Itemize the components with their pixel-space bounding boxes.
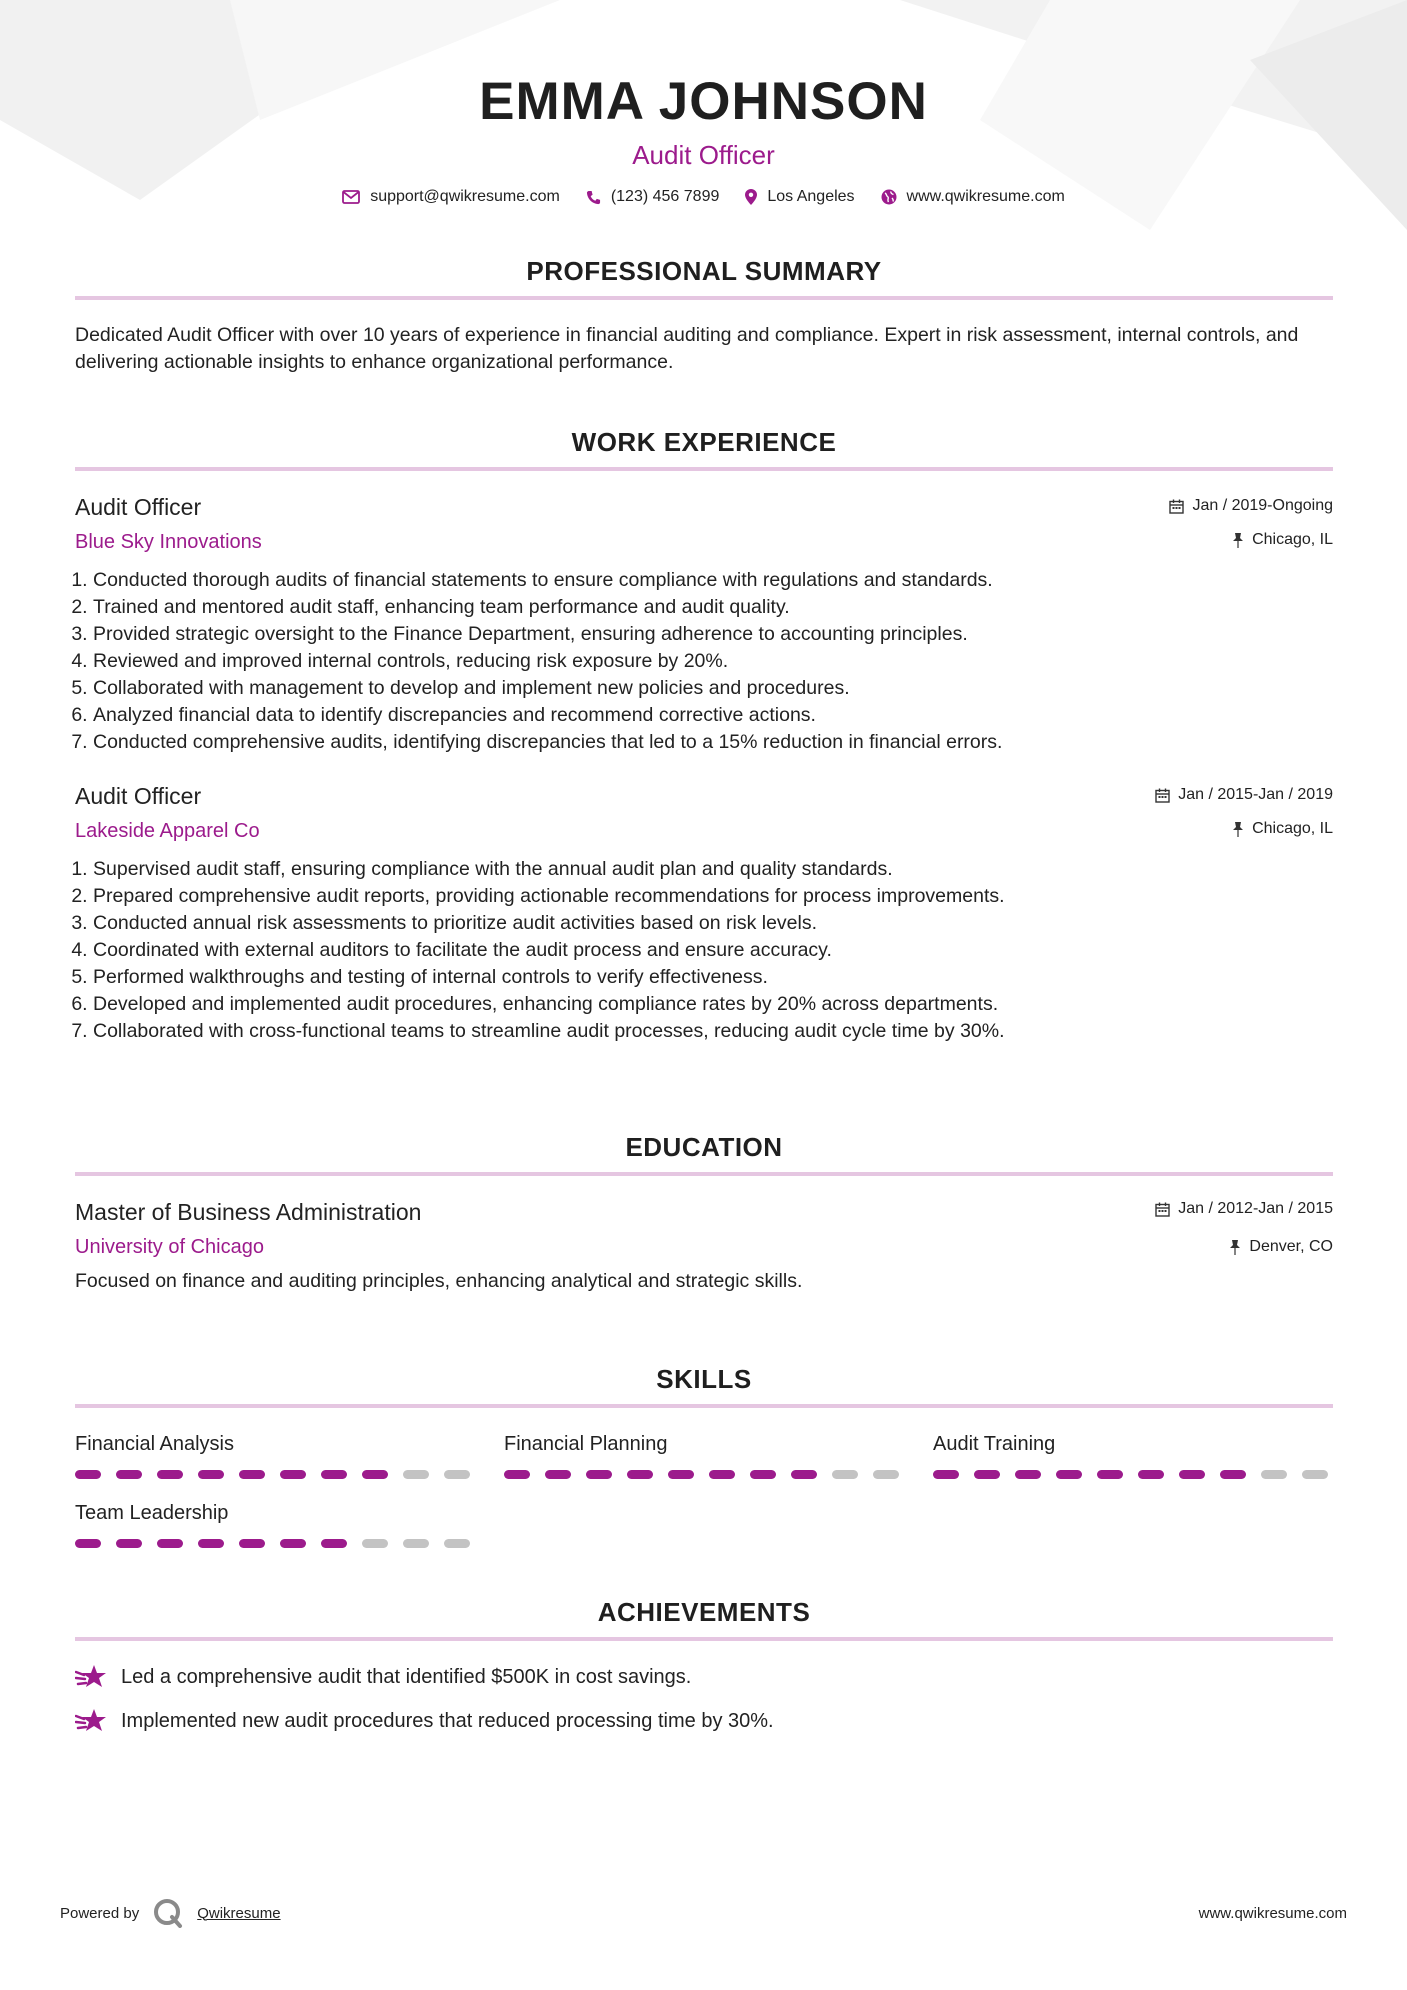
envelope-icon [342, 190, 360, 204]
list-item: 6. Analyzed financial data to identify discrepancies and recommend corrective actions. [93, 702, 1333, 729]
job-dates-text: Jan / 2015-Jan / 2019 [1178, 786, 1333, 803]
list-item: 5. Performed walkthroughs and testing of internal controls to verify effectiveness. [93, 964, 1333, 991]
skill-dot-filled [1138, 1470, 1164, 1479]
list-item: 3. Conducted annual risk assessments to prioritize audit activities based on risk levels. [93, 910, 1333, 937]
degree-title: Master of Business Administration [75, 1199, 422, 1225]
skill-dot-filled [1056, 1470, 1082, 1479]
qwikresume-link[interactable]: Qwikresume [197, 1904, 281, 1922]
skill-dot-filled [586, 1470, 612, 1479]
skill-dot-filled [933, 1470, 959, 1479]
section-divider [75, 467, 1333, 471]
skill-name: Financial Analysis [75, 1433, 234, 1455]
candidate-name: EMMA JOHNSON [479, 72, 928, 131]
summary-text: Dedicated Audit Officer with over 10 years of experience in financial auditing and compliance. Expert in risk assessment, internal controls, and delivering actionable insights to enhance organizational performance. [75, 324, 1299, 373]
skill-level-meter [504, 1470, 904, 1479]
footer-website[interactable]: www.qwikresume.com [1198, 1904, 1347, 1922]
skill-dot-empty [444, 1539, 470, 1548]
skill-dot-empty [873, 1470, 899, 1479]
skill-dot-empty [362, 1539, 388, 1548]
skill-dot-empty [1302, 1470, 1328, 1479]
achievements-heading: ACHIEVEMENTS [597, 1597, 811, 1627]
contact-bar [0, 188, 1407, 206]
job-location-text: Chicago, IL [1252, 531, 1333, 548]
contact-website[interactable] [881, 188, 1065, 206]
resume-header [0, 0, 1407, 206]
calendar-icon [1155, 788, 1170, 803]
skills-section [75, 1364, 1333, 1548]
achievement-text: Implemented new audit procedures that reduced processing time by 30%. [121, 1710, 774, 1732]
job-company: Lakeside Apparel Co [75, 820, 260, 842]
school-name: University of Chicago [75, 1236, 264, 1258]
skill-dot-filled [280, 1470, 306, 1479]
skill-item [75, 1501, 475, 1548]
skill-dot-filled [157, 1470, 183, 1479]
job-location-text: Chicago, IL [1252, 820, 1333, 837]
skill-dot-filled [321, 1539, 347, 1548]
skill-dot-filled [198, 1470, 224, 1479]
footer-branding [60, 1898, 281, 1928]
skill-dot-filled [791, 1470, 817, 1479]
skill-dot-filled [504, 1470, 530, 1479]
powered-by-label: Powered by [60, 1904, 140, 1922]
contact-phone-text: (123) 456 7899 [610, 188, 720, 205]
skill-dot-filled [75, 1539, 101, 1548]
job-company: Blue Sky Innovations [75, 531, 262, 553]
education-entry [75, 1198, 1333, 1295]
achievements-list [75, 1663, 1333, 1735]
job-dates-text: Jan / 2019-Ongoing [1192, 497, 1333, 514]
section-divider [75, 296, 1333, 300]
contact-phone[interactable] [586, 188, 720, 206]
skill-dot-filled [116, 1470, 142, 1479]
experience-section [75, 427, 1333, 1045]
list-item [75, 1707, 1333, 1735]
job-dates [1155, 786, 1333, 804]
skill-dot-filled [709, 1470, 735, 1479]
skill-level-meter [75, 1539, 475, 1548]
skill-dot-filled [1097, 1470, 1123, 1479]
skill-dot-empty [403, 1470, 429, 1479]
list-item: 3. Provided strategic oversight to the Finance Department, ensuring adherence to accounting principles. [93, 621, 1333, 648]
skill-item [933, 1432, 1333, 1479]
skill-dot-filled [116, 1539, 142, 1548]
job-entry [75, 493, 1333, 756]
skill-dot-empty [832, 1470, 858, 1479]
list-item: 4. Coordinated with external auditors to facilitate the audit process and ensure accuracy. [93, 937, 1333, 964]
skill-dot-filled [239, 1470, 265, 1479]
calendar-icon [1169, 499, 1184, 514]
list-item: 4. Reviewed and improved internal controls, reducing risk exposure by 20%. [93, 648, 1333, 675]
section-divider [75, 1172, 1333, 1176]
list-item: 5. Collaborated with management to develop and implement new policies and procedures. [93, 675, 1333, 702]
contact-website-text: www.qwikresume.com [906, 188, 1065, 205]
job-responsibilities [75, 567, 1333, 756]
education-description: Focused on finance and auditing principles, enhancing analytical and strategic skills. [75, 1270, 803, 1292]
skill-dot-empty [1261, 1470, 1287, 1479]
experience-heading: WORK EXPERIENCE [571, 427, 837, 457]
summary-heading: PROFESSIONAL SUMMARY [526, 256, 882, 286]
skill-dot-filled [75, 1470, 101, 1479]
skill-level-meter [75, 1470, 475, 1479]
skill-name: Team Leadership [75, 1502, 229, 1524]
list-item: 7. Conducted comprehensive audits, identifying discrepancies that led to a 15% reduction in financial errors. [93, 729, 1333, 756]
pushpin-icon [1232, 533, 1244, 548]
shooting-star-icon [75, 1663, 107, 1691]
skill-dot-empty [403, 1539, 429, 1548]
skill-dot-filled [974, 1470, 1000, 1479]
skill-dot-filled [1179, 1470, 1205, 1479]
skill-dot-filled [239, 1539, 265, 1548]
skill-name: Financial Planning [504, 1433, 668, 1455]
skill-dot-filled [157, 1539, 183, 1548]
job-title: Audit Officer [75, 783, 202, 809]
contact-email[interactable] [342, 188, 560, 206]
list-item: 2. Prepared comprehensive audit reports, providing actionable recommendations for process improvements. [93, 883, 1333, 910]
list-item: 1. Supervised audit staff, ensuring compliance with the annual audit plan and quality standards. [93, 856, 1333, 883]
skill-dot-filled [198, 1539, 224, 1548]
education-location [1229, 1238, 1333, 1256]
list-item [75, 1663, 1333, 1691]
skill-dot-filled [1220, 1470, 1246, 1479]
education-dates-text: Jan / 2012-Jan / 2015 [1178, 1200, 1333, 1217]
section-divider [75, 1404, 1333, 1408]
education-heading: EDUCATION [625, 1132, 783, 1162]
skill-dot-filled [545, 1470, 571, 1479]
skill-dot-filled [668, 1470, 694, 1479]
phone-icon [586, 190, 601, 205]
calendar-icon [1155, 1202, 1170, 1217]
pushpin-icon [1232, 822, 1244, 837]
qwikresume-logo-icon [153, 1898, 183, 1928]
skill-item [504, 1432, 904, 1479]
list-item: 6. Developed and implemented audit procedures, enhancing compliance rates by 20% across departments. [93, 991, 1333, 1018]
page-footer [60, 1898, 1347, 1928]
job-location [1232, 531, 1333, 549]
list-item: 2. Trained and mentored audit staff, enhancing team performance and audit quality. [93, 594, 1333, 621]
skill-item [75, 1432, 475, 1479]
list-item: 1. Conducted thorough audits of financial statements to ensure compliance with regulations and standards. [93, 567, 1333, 594]
job-dates [1169, 497, 1333, 515]
skill-dot-filled [750, 1470, 776, 1479]
job-responsibilities [75, 856, 1333, 1045]
education-location-text: Denver, CO [1249, 1238, 1333, 1255]
contact-location [745, 188, 854, 206]
globe-icon [881, 189, 897, 205]
skills-grid [75, 1432, 1333, 1548]
skill-level-meter [933, 1470, 1333, 1479]
achievements-section [75, 1597, 1333, 1735]
section-divider [75, 1637, 1333, 1641]
contact-email-text: support@qwikresume.com [370, 188, 560, 205]
summary-section [75, 256, 1333, 376]
skill-dot-filled [1015, 1470, 1041, 1479]
job-entry [75, 782, 1333, 1045]
map-marker-icon [745, 189, 757, 205]
skill-dot-empty [444, 1470, 470, 1479]
contact-location-text: Los Angeles [767, 188, 855, 205]
skill-dot-filled [321, 1470, 347, 1479]
skill-dot-filled [627, 1470, 653, 1479]
skill-name: Audit Training [933, 1433, 1056, 1455]
shooting-star-icon [75, 1707, 107, 1735]
job-title: Audit Officer [75, 494, 202, 520]
list-item: 7. Collaborated with cross-functional teams to streamline audit processes, reducing audit cycle time by 30%. [93, 1018, 1333, 1045]
pushpin-icon [1229, 1240, 1241, 1255]
skill-dot-filled [280, 1539, 306, 1548]
candidate-title: Audit Officer [632, 140, 775, 170]
education-dates [1155, 1200, 1333, 1218]
job-location [1232, 820, 1333, 838]
skill-dot-filled [362, 1470, 388, 1479]
education-section [75, 1132, 1333, 1295]
achievement-text: Led a comprehensive audit that identified $500K in cost savings. [121, 1666, 692, 1688]
skills-heading: SKILLS [656, 1364, 752, 1394]
